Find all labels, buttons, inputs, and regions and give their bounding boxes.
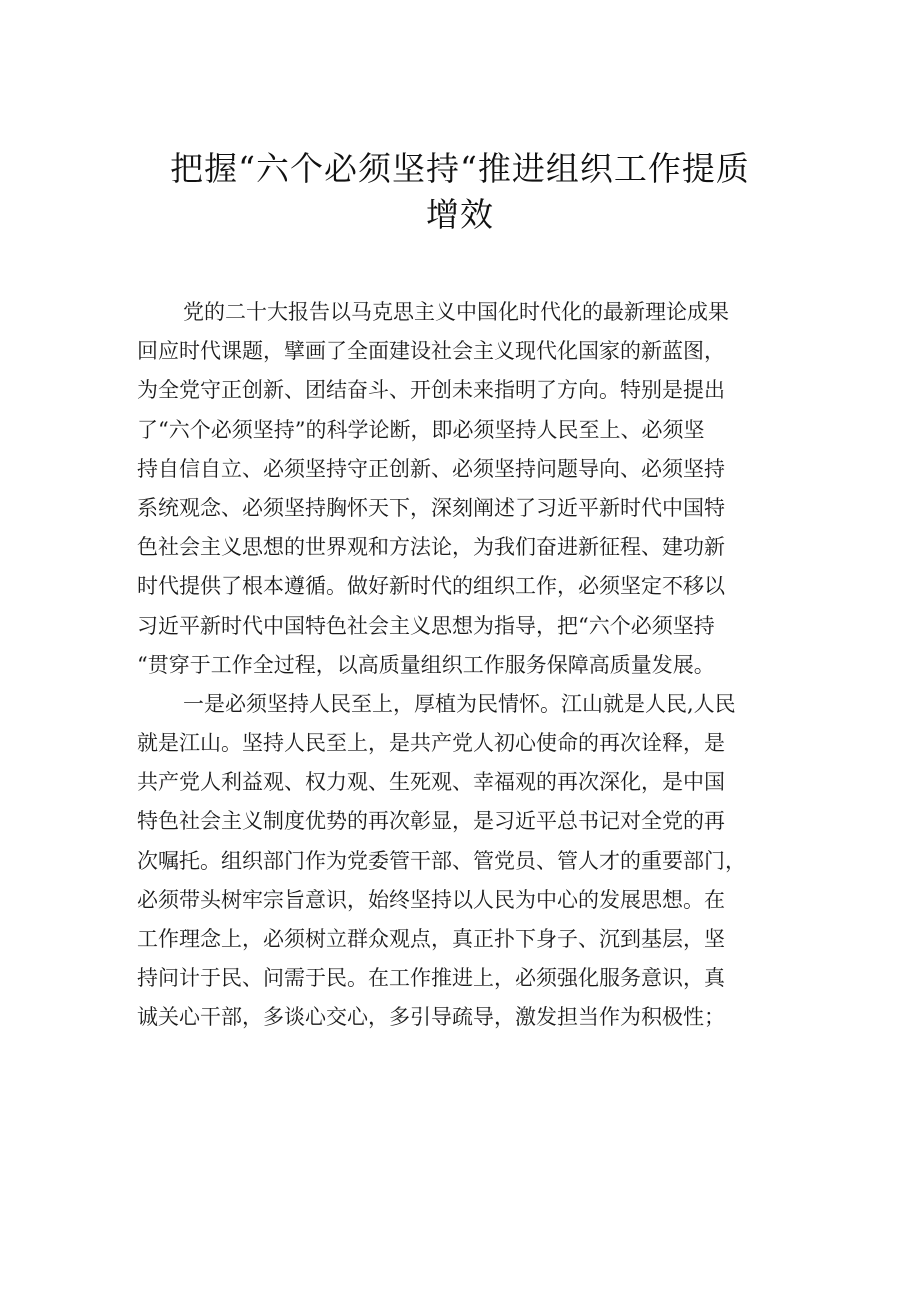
paragraph-intro bbox=[137, 293, 797, 685]
paragraph-line: 系统观念、必须坚持胸怀天下，深刻阐述了习近平新时代中国特 bbox=[137, 495, 725, 520]
paragraph-line: 必须带头树牢宗旨意识，始终坚持以人民为中心的发展思想。在 bbox=[137, 887, 725, 912]
paragraph-line: 色社会主义思想的世界观和方法论，为我们奋进新征程、建功新 bbox=[137, 535, 725, 560]
paragraph-line: 持问计于民、问需于民。在工作推进上，必须强化服务意识，真 bbox=[137, 966, 725, 991]
paragraph-line: 诚关心干部，多谈心交心，多引导疏导，激发担当作为积极性； bbox=[137, 1005, 725, 1030]
paragraph-line: 回应时代课题，擘画了全面建设社会主义现代化国家的新蓝图， bbox=[137, 339, 725, 364]
paragraph-line: 次嘱托。组织部门作为党委管干部、管党员、管人才的重要部门， bbox=[137, 848, 746, 873]
paragraph-line: “贯穿于工作全过程，以高质量组织工作服务保障高质量发展。 bbox=[137, 652, 715, 677]
paragraph-line: 持自信自立、必须坚持守正创新、必须坚持问题导向、必须坚持 bbox=[137, 456, 725, 481]
title-line-1: 把握“六个必须坚持“推进组织工作提质 bbox=[170, 149, 750, 188]
paragraph-line: 时代提供了根本遵循。做好新时代的组织工作，必须坚定不移以 bbox=[137, 574, 725, 599]
paragraph-line: 了“六个必须坚持”的科学论断，即必须坚持人民至上、必须坚 bbox=[137, 417, 705, 442]
document-title bbox=[100, 146, 820, 238]
paragraph-line: 为全党守正创新、团结奋斗、开创未来指明了方向。特别是提出 bbox=[137, 378, 725, 403]
paragraph-people-first bbox=[137, 685, 797, 1038]
paragraph-line: 就是江山。坚持人民至上，是共产党人初心使命的再次诠释，是 bbox=[137, 731, 725, 756]
paragraph-line: 共产党人利益观、权力观、生死观、幸福观的再次深化，是中国 bbox=[137, 770, 725, 795]
document-body bbox=[137, 293, 797, 1038]
paragraph-line: 一是必须坚持人民至上，厚植为民情怀。江山就是人民,人民 bbox=[183, 691, 736, 716]
title-line-2: 增效 bbox=[426, 195, 494, 234]
paragraph-line: 工作理念上，必须树立群众观点，真正扑下身子、沉到基层，坚 bbox=[137, 927, 725, 951]
paragraph-line: 习近平新时代中国特色社会主义思想为指导，把“六个必须坚持 bbox=[137, 613, 715, 638]
paragraph-line: 党的二十大报告以马克思主义中国化时代化的最新理论成果 bbox=[183, 300, 729, 324]
paragraph-line: 特色社会主义制度优势的再次彰显，是习近平总书记对全党的再 bbox=[137, 809, 725, 834]
